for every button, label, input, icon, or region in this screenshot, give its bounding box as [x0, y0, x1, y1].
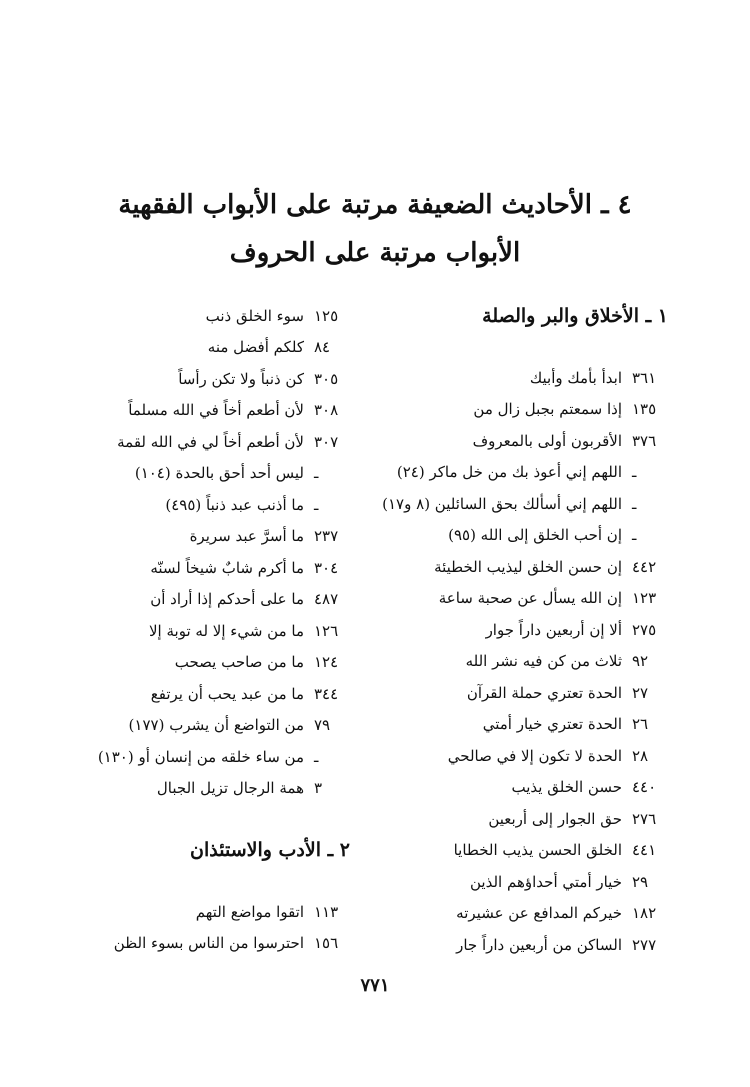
hadith-number: ـ	[314, 747, 319, 766]
hadith-number: ١٢٦	[314, 621, 339, 640]
hadith-text: كلكم أفضل منه	[207, 338, 304, 357]
hadith-text: الحدة تعتري حملة القرآن	[466, 683, 622, 702]
index-entry	[328, 772, 668, 804]
hadith-number: ٤٨٧	[314, 590, 339, 609]
hadith-number: ١٢٥	[314, 306, 339, 325]
hadith-number: ٣٠٨	[314, 401, 339, 420]
index-entry	[10, 426, 350, 458]
index-entry	[10, 332, 350, 364]
index-entry	[10, 647, 350, 679]
index-entry	[10, 741, 350, 773]
hadith-number: ١٢٤	[314, 653, 339, 672]
index-entry	[328, 551, 668, 583]
index-entry	[328, 866, 668, 898]
hadith-text: ابدأ بأمك وأبيك	[529, 368, 622, 387]
hadith-text: الخلق الحسن يذيب الخطايا	[453, 841, 622, 860]
hadith-number: ١٨٢	[632, 904, 657, 923]
hadith-text: خيار أمتي أحداؤهم الذين	[470, 872, 622, 891]
hadith-text: ثلاث من كن فيه نشر الله	[465, 652, 622, 671]
hadith-number: ١١٣	[314, 902, 339, 921]
hadith-text: إذا سمعتم بجبل زال من	[473, 400, 622, 419]
right-column	[328, 300, 668, 961]
index-entry	[328, 614, 668, 646]
index-entry	[10, 896, 350, 928]
hadith-number: ٢٧٦	[632, 809, 657, 828]
hadith-number: ٢٧٧	[632, 935, 657, 954]
index-entry	[328, 520, 668, 552]
hadith-text: همة الرجال تزيل الجبال	[156, 779, 304, 798]
hadith-text: ليس أحد أحق بالحدة (١٠٤)	[134, 464, 304, 483]
hadith-text: ما من صاحب يصحب	[174, 653, 304, 672]
index-entry	[328, 898, 668, 930]
hadith-number: ١٥٦	[314, 934, 339, 953]
hadith-text: الحدة لا تكون إلا في صالحي	[447, 746, 622, 765]
hadith-number: ٤٤١	[632, 841, 657, 860]
index-entry	[328, 646, 668, 678]
hadith-number: ٢٨	[632, 746, 649, 765]
index-entry	[10, 458, 350, 490]
hadith-number: ـ	[632, 494, 637, 513]
page-number: ٧٧١	[360, 975, 390, 996]
hadith-text: حق الجوار إلى أربعين	[488, 809, 622, 828]
hadith-number: ٢٦	[632, 715, 649, 734]
index-entry	[10, 678, 350, 710]
spacer	[10, 866, 350, 896]
hadith-text: سوء الخلق ذنب	[205, 306, 304, 325]
index-entry	[10, 710, 350, 742]
hadith-number: ٢٧	[632, 683, 649, 702]
section-heading: ٢ ـ الأدب والاستئذان	[190, 839, 350, 861]
index-entry	[328, 362, 668, 394]
page-subtitle: الأبواب مرتبة على الحروف	[229, 238, 521, 268]
hadith-number: ٣	[314, 779, 323, 798]
hadith-number: ٨٤	[314, 338, 331, 357]
hadith-text: الساكن من أربعين داراً جار	[456, 935, 622, 954]
hadith-number: ٩٢	[632, 652, 649, 671]
hadith-text: لأن أطعم أخاً في الله مسلماً	[128, 401, 304, 420]
index-entry	[328, 488, 668, 520]
hadith-number: ـ	[314, 495, 319, 514]
hadith-text: ما من عبد يحب أن يرتفع	[150, 684, 304, 703]
hadith-number: ٣٦١	[632, 368, 657, 387]
hadith-number: ٣٠٥	[314, 369, 339, 388]
index-entry	[10, 773, 350, 805]
index-entry	[10, 521, 350, 553]
index-entry	[328, 835, 668, 867]
index-entry	[328, 677, 668, 709]
spacer	[10, 804, 350, 834]
hadith-text: ألا إن أربعين داراً جوار	[485, 620, 622, 639]
hadith-number: ٢٣٧	[314, 527, 339, 546]
index-entry	[10, 584, 350, 616]
hadith-text: حسن الخلق يذيب	[511, 778, 622, 797]
hadith-number: ٤٤٠	[632, 778, 657, 797]
index-entry	[10, 300, 350, 332]
index-entry	[328, 583, 668, 615]
hadith-number: ١٣٥	[632, 400, 657, 419]
hadith-text: من ساء خلقه من إنسان أو (١٣٠)	[97, 747, 304, 766]
hadith-text: ما أكرم شابٌ شيخاً لسنّه	[150, 558, 304, 577]
index-entry	[328, 394, 668, 426]
hadith-text: ما على أحدكم إذا أراد أن	[150, 590, 304, 609]
index-entry	[328, 803, 668, 835]
index-entry	[328, 740, 668, 772]
hadith-number: ـ	[314, 464, 319, 483]
hadith-text: كن ذنباً ولا تكن رأساً	[178, 369, 304, 388]
index-entry	[10, 552, 350, 584]
hadith-text: اتقوا مواضع التهم	[195, 902, 304, 921]
hadith-number: ٧٩	[314, 716, 331, 735]
hadith-number: ـ	[632, 526, 637, 545]
hadith-text: من التواضع أن يشرب (١٧٧)	[128, 716, 304, 735]
index-entry	[10, 615, 350, 647]
left-column	[10, 300, 350, 959]
section-heading: ١ ـ الأخلاق والبر والصلة	[482, 305, 668, 327]
index-entry	[10, 363, 350, 395]
index-entry	[10, 489, 350, 521]
hadith-text: ما أسرَّ عبد سريرة	[189, 527, 304, 546]
hadith-number: ٢٧٥	[632, 620, 657, 639]
index-entry	[10, 928, 350, 960]
hadith-number: ١٢٣	[632, 589, 657, 608]
hadith-text: الحدة تعتري خيار أمتي	[482, 715, 622, 734]
hadith-number: ٣٧٦	[632, 431, 657, 450]
hadith-number: ٢٩	[632, 872, 649, 891]
hadith-text: إن حسن الخلق ليذيب الخطيئة	[434, 557, 622, 576]
page-title: ٤ ـ الأحاديث الضعيفة مرتبة على الأبواب الفقهية	[118, 190, 632, 220]
hadith-number: ـ	[632, 463, 637, 482]
hadith-text: إن الله يسأل عن صحبة ساعة	[438, 589, 622, 608]
hadith-number: ٤٤٢	[632, 557, 657, 576]
index-entry	[10, 395, 350, 427]
index-entry	[328, 425, 668, 457]
hadith-text: ما من شيء إلا له توبة إلا	[149, 621, 304, 640]
index-entry	[328, 457, 668, 489]
index-entry	[328, 929, 668, 961]
index-entry	[328, 709, 668, 741]
hadith-number: ٣٤٤	[314, 684, 339, 703]
spacer	[328, 332, 668, 362]
hadith-text: ما أذنب عبد ذنباً (٤٩٥)	[165, 495, 304, 514]
hadith-text: اللهم إني أسألك بحق السائلين (٨ و١٧)	[382, 494, 622, 513]
hadith-text: لأن أطعم أخاً لي في الله لقمة	[117, 432, 304, 451]
hadith-number: ٣٠٧	[314, 432, 339, 451]
hadith-text: إن أحب الخلق إلى الله (٩٥)	[448, 526, 622, 545]
hadith-text: اللهم إني أعوذ بك من خل ماكر (٢٤)	[396, 463, 622, 482]
hadith-text: خيركم المدافع عن عشيرته	[456, 904, 622, 923]
hadith-text: الأقربون أولى بالمعروف	[472, 431, 622, 450]
hadith-text: احترسوا من الناس بسوء الظن	[113, 934, 304, 953]
hadith-number: ٣٠٤	[314, 558, 339, 577]
